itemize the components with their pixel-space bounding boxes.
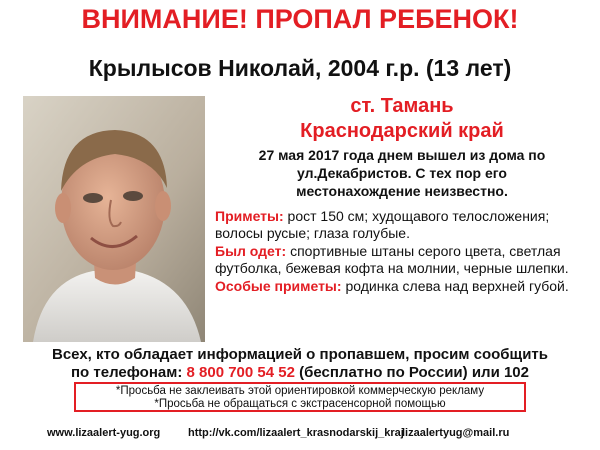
person-name-line xyxy=(0,54,600,82)
special-signs-text: родинка слева над верхней губой. xyxy=(345,278,569,294)
clothes-paragraph xyxy=(215,243,587,277)
event-line: 27 мая 2017 года днем вышел из дома по xyxy=(258,147,546,163)
appeal-phones-line xyxy=(0,364,600,382)
signs-label: Приметы: xyxy=(215,208,284,224)
event-description xyxy=(212,146,592,200)
location-station: ст. Тамань xyxy=(350,95,454,117)
special-signs-label: Особые приметы: xyxy=(215,278,342,294)
appeal-middle: (бесплатно по России) или xyxy=(299,364,500,381)
clothes-label: Был одет: xyxy=(215,243,287,259)
footer-links xyxy=(0,424,600,442)
signs-text: рост 150 см; худощавого телосложения; волосы русые; глаза голубые. xyxy=(215,208,550,241)
signs-paragraph xyxy=(215,208,587,242)
emergency-phone[interactable]: 102 xyxy=(503,364,529,381)
location-region: Краснодарский край xyxy=(300,120,504,142)
person-photo xyxy=(23,96,205,342)
poster-headline: ВНИМАНИЕ! ПРОПАЛ РЕБЕНОК! xyxy=(81,4,519,34)
details-block xyxy=(215,208,587,296)
appeal-prefix: по телефонам: xyxy=(71,364,183,381)
footer-email-link[interactable]: lizaalertyug@mail.ru xyxy=(402,427,510,439)
footer-site-link[interactable]: www.lizaalert-yug.org xyxy=(47,427,161,439)
special-signs-paragraph xyxy=(215,278,587,295)
notice-box xyxy=(74,382,526,412)
hotline-phone[interactable]: 8 800 700 54 52 xyxy=(186,364,295,381)
notice-line: *Просьба не заклеивать этой ориентировкой коммерческую рекламу xyxy=(115,385,485,397)
footer-vk-link[interactable]: http://vk.com/lizaalert_krasnodarskij_kraj xyxy=(188,427,404,439)
person-birth: 2004 г.р. (13 лет) xyxy=(327,55,512,81)
notice-line: *Просьба не обращаться с экстрасенсорной помощью xyxy=(154,398,446,410)
contact-appeal xyxy=(0,346,600,382)
event-line: местонахождение неизвестно. xyxy=(296,183,508,199)
event-line: ул.Декабристов. С тех пор его xyxy=(297,165,507,181)
clothes-text: спортивные штаны серого цвета, светлая футболка, бежевая кофта на молнии, черные шлепки. xyxy=(215,243,569,276)
appeal-line: Всех, кто обладает информацией о пропавшем, просим сообщить xyxy=(52,346,548,363)
person-name: Крылысов Николай, xyxy=(88,55,322,81)
